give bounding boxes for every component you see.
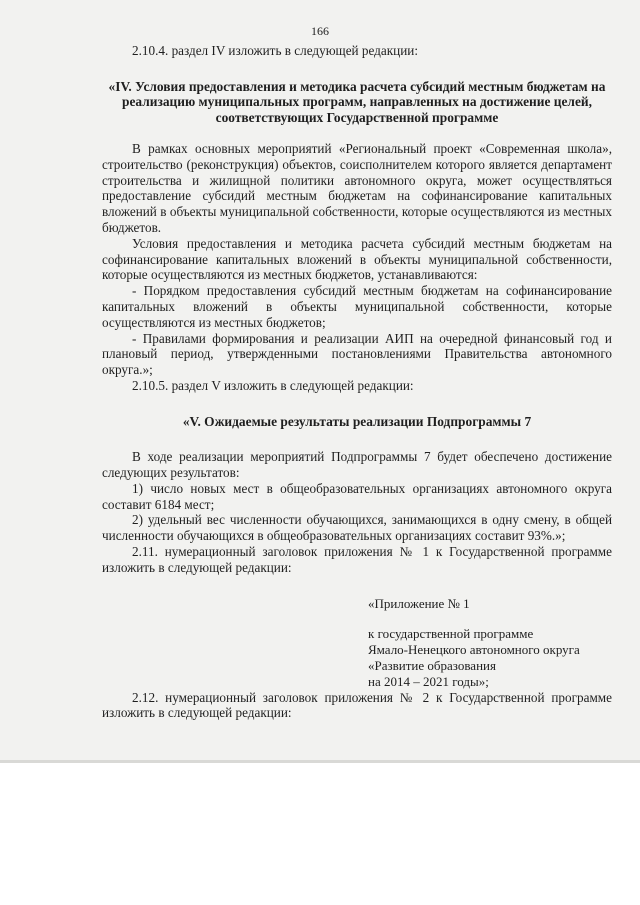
section-v-paragraph-2: 1) число новых мест в общеобразовательных организациях автономного округа составит 6184 мест; [102, 480, 612, 512]
section-iv-paragraph-3: - Порядком предоставления субсидий местным бюджетам на софинансирование капитальных вложений в объекты муниципальной собственности, которые осуществляются из местных бюджетов; [102, 283, 612, 330]
item-2-12: 2.12. нумерационный заголовок приложения № 2 к Государственной программе изложить в следующей редакции: [102, 689, 612, 721]
scan-edge [0, 760, 640, 763]
section-v-paragraph-3: 2) удельный вес численности обучающихся, занимающихся в одну смену, в общей численности обучающихся в общеобразовательных организациях составит 93%.»; [102, 512, 612, 544]
appendix-1-line-2: к государственной программе [368, 626, 534, 642]
section-iv-paragraph-1: В рамках основных мероприятий «Региональный проект «Современная школа», строительство (реконструкция) объектов, соисполнителем которого является департамент строительства и жилищной политики автономного округа, может осуществляться предоставление субсидий местным бюджетам на софинансирование капитальных вложений в объекты муниципальной собственности, которые осуществляются из местных бюджетов. [102, 141, 612, 235]
section-iv-heading: «IV. Условия предоставления и методика расчета субсидий местным бюджетам на реализацию муниципальных программ, направленных на достижение целей, соответствующих Государственной программе [108, 78, 606, 125]
document-body [102, 43, 612, 721]
section-v-heading: «V. Ожидаемые результаты реализации Подпрограммы 7 [182, 413, 532, 429]
appendix-1-line-4: «Развитие образования [368, 657, 496, 673]
appendix-1-caption [368, 596, 612, 690]
item-2-10-5: 2.10.5. раздел V изложить в следующей редакции: [132, 377, 414, 393]
appendix-1-line-3: Ямало-Ненецкого автономного округа [368, 642, 580, 658]
section-iv-paragraph-2: Условия предоставления и методика расчета субсидий местным бюджетам на софинансирование капитальных вложений в объекты муниципальной собственности, которые осуществляются из местных бюджетов, устанавливаются: [102, 235, 612, 283]
appendix-1-line-5: на 2014 – 2021 годы»; [368, 673, 489, 689]
appendix-1-title: «Приложение № 1 [368, 595, 470, 611]
section-v-paragraph-1: В ходе реализации мероприятий Подпрограммы 7 будет обеспечено достижение следующих результатов: [102, 449, 612, 480]
section-iv-paragraph-4: - Правилами формирования и реализации АИП на очередной финансовый год и плановый период, утвержденными постановлениями Правительства автономного округа.»; [102, 330, 612, 378]
item-2-11: 2.11. нумерационный заголовок приложения № 1 к Государственной программе изложить в следующей редакции: [102, 543, 612, 575]
item-2-10-4: 2.10.4. раздел IV изложить в следующей редакции: [132, 43, 418, 58]
page-number: 166 [311, 24, 329, 38]
